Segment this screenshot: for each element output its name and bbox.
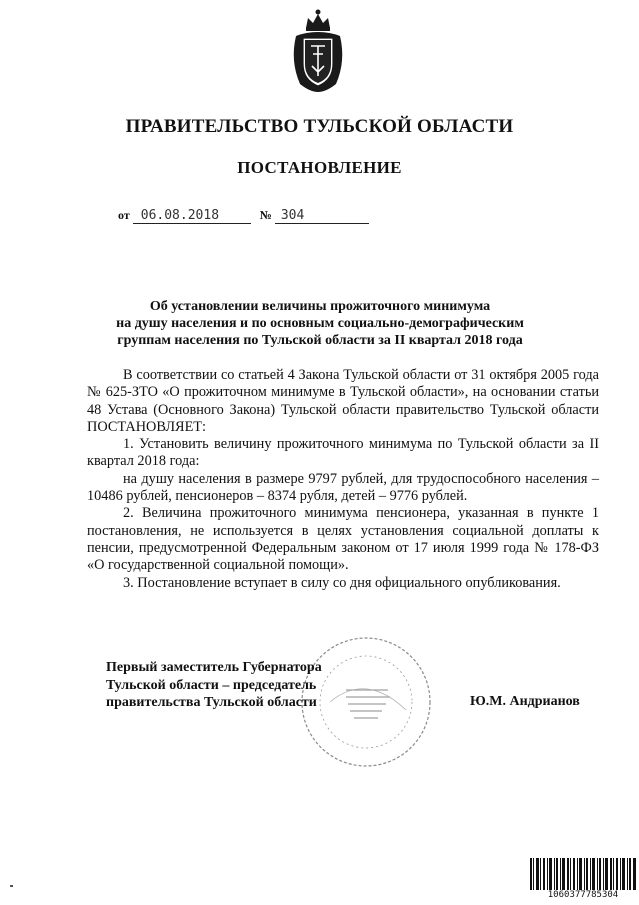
document-type-heading: ПОСТАНОВЛЕНИЕ (237, 158, 402, 177)
signatory-name: Ю.М. Андрианов (470, 694, 580, 709)
body-paragraph-item-1: 1. Установить величину прожиточного минимума по Тульской области за II квартал 2018 года: (87, 436, 599, 470)
subject-line: группам населения по Тульской области за II квартал 2018 года (117, 333, 523, 348)
signatory-title-line: правительства Тульской области (106, 695, 317, 710)
document-dateline (118, 208, 369, 224)
body-paragraph-item-2: 2. Величина прожиточного минимума пенсионера, указанная в пункте 1 постановления, не используется в целях установления социальной доплаты к пенсии, предусмотренной Федеральным законом от 17 июля 1999 года № 178-ФЗ «О государственной социальной помощи». (87, 505, 599, 574)
scan-speck (10, 885, 13, 887)
number-field: 304 (275, 209, 369, 224)
date-field: 06.08.2018 (133, 209, 251, 224)
signatory-title-line: Первый заместитель Губернатора (106, 660, 322, 675)
subject-line: на душу населения и по основным социально-демографическим (116, 316, 524, 331)
barcode-number: 1060377785304 (528, 890, 638, 900)
body-paragraph-item-3: 3. Постановление вступает в силу со дня официального опубликования. (123, 574, 561, 591)
signatory-title (106, 659, 322, 712)
signatory-title-line: Тульской области – председатель (106, 677, 317, 693)
date-label: от (118, 208, 130, 222)
document-subject (60, 298, 580, 349)
body-paragraph-item-1-values: на душу населения в размере 9797 рублей, для трудоспособного населения – 10486 рублей, пенсионеров – 8374 рубля, детей – 9776 рублей. (87, 470, 599, 505)
organization-title: ПРАВИТЕЛЬСТВО ТУЛЬСКОЙ ОБЛАСТИ (125, 116, 514, 137)
number-label: № (259, 208, 272, 222)
body-paragraph-preamble: В соответствии со статьей 4 Закона Тульской области от 31 октября 2005 года № 625-ЗТО «О прожиточном минимуме в Тульской области», на основании статьи 48 Устава (Основного Закона) Тульской области правительство Тульской области ПОСТАНОВЛЯЕТ: (87, 367, 599, 435)
document-body (87, 367, 599, 592)
coat-of-arms-emblem (286, 6, 350, 94)
subject-line: Об установлении величины прожиточного минимума (149, 299, 491, 314)
